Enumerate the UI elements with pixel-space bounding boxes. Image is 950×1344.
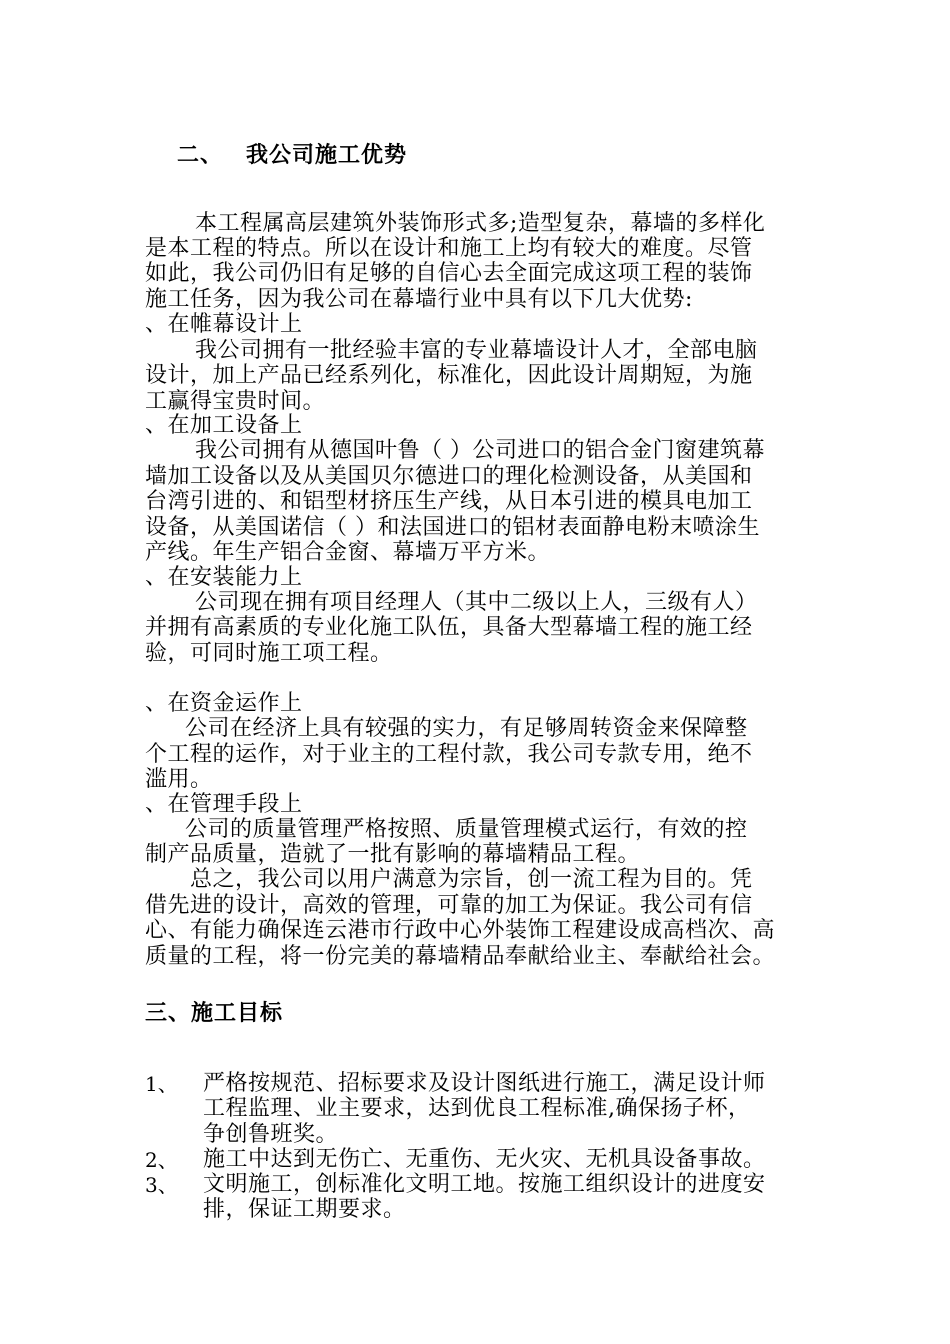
advantage-line: 设计，加上产品已经系列化，标准化，因此设计周期短，为施 xyxy=(145,363,753,388)
goal-line: 排，保证工期要求。 xyxy=(203,1197,406,1222)
advantage-line: 制产品质量，造就了一批有影响的幕墙精品工程。 xyxy=(145,842,641,867)
section-2-title: 我公司施工优势 xyxy=(246,143,408,168)
advantage-line: 个工程的运作，对于业主的工程付款，我公司专款专用，绝不 xyxy=(145,742,753,767)
advantage-line: 验，可同时施工项工程。 xyxy=(145,641,393,666)
intro-line: 本工程属高层建筑外装饰形式多;造型复杂，幕墙的多样化 xyxy=(195,211,766,236)
intro-line: 如此，我公司仍旧有足够的自信心去全面完成这项工程的装饰 xyxy=(145,261,753,286)
advantage-heading: 、在管理手段上 xyxy=(145,792,303,817)
goal-line: 严格按规范、招标要求及设计图纸进行施工，满足设计师 xyxy=(203,1071,766,1096)
advantage-line: 台湾引进的、和铝型材挤压生产线，从日本引进的模具电加工 xyxy=(145,489,753,514)
advantage-line: 产线。年生产铝合金窗、幕墙万平方米。 xyxy=(145,540,551,565)
conclusion-line: 借先进的设计，高效的管理，可靠的加工为保证。我公司有信 xyxy=(145,893,753,918)
advantage-heading: 、在加工设备上 xyxy=(145,413,303,438)
advantage-line: 工赢得宝贵时间。 xyxy=(145,389,326,414)
goal-number: 1、 xyxy=(145,1072,178,1096)
section-3-title: 三、施工目标 xyxy=(145,1001,284,1026)
goal-line: 施工中达到无伤亡、无重伤、无火灾、无机具设备事故。 xyxy=(203,1147,766,1172)
advantage-line: 并拥有高素质的专业化施工队伍，具备大型幕墙工程的施工经 xyxy=(145,615,753,640)
advantage-line: 设备，从美国诺信（ ）和法国进口的铝材表面静电粉末喷涂生 xyxy=(145,515,760,540)
intro-line: 施工任务，因为我公司在幕墙行业中具有以下几大优势: xyxy=(145,287,693,312)
advantage-heading: 、在帷幕设计上 xyxy=(145,312,303,337)
advantage-heading: 、在安装能力上 xyxy=(145,565,303,590)
section-2-number: 二、 xyxy=(177,143,224,168)
conclusion-line: 总之，我公司以用户满意为宗旨，创一流工程为目的。凭 xyxy=(190,867,753,892)
intro-line: 是本工程的特点。所以在设计和施工上均有较大的难度。尽管 xyxy=(145,236,753,261)
conclusion-line: 质量的工程，将一份完美的幕墙精品奉献给业主、奉献给社会。 xyxy=(145,944,776,969)
advantage-heading: 、在资金运作上 xyxy=(145,691,303,716)
goal-line: 争创鲁班奖。 xyxy=(203,1122,339,1147)
advantage-line: 公司在经济上具有较强的实力，有足够周转资金来保障整 xyxy=(185,716,748,741)
advantage-line: 公司的质量管理严格按照、质量管理模式运行，有效的控 xyxy=(185,817,748,842)
goal-number: 3、 xyxy=(145,1173,178,1197)
advantage-line: 墙加工设备以及从美国贝尔德进口的理化检测设备，从美国和 xyxy=(145,464,753,489)
conclusion-line: 心、有能力确保连云港市行政中心外装饰工程建设成高档次、高 xyxy=(145,918,776,943)
advantage-line: 公司现在拥有项目经理人（其中二级以上人，三级有人） xyxy=(195,590,758,615)
advantage-line: 我公司拥有从德国叶鲁（ ）公司进口的铝合金门窗建筑幕 xyxy=(195,438,765,463)
advantage-line: 我公司拥有一批经验丰富的专业幕墙设计人才，全部电脑 xyxy=(195,338,758,363)
goal-line: 文明施工，创标准化文明工地。按施工组织设计的进度安 xyxy=(203,1172,766,1197)
goal-number: 2、 xyxy=(145,1148,178,1172)
advantage-line: 滥用。 xyxy=(145,767,213,792)
goal-line: 工程监理、业主要求，达到优良工程标准,确保扬子杯， xyxy=(203,1096,751,1121)
